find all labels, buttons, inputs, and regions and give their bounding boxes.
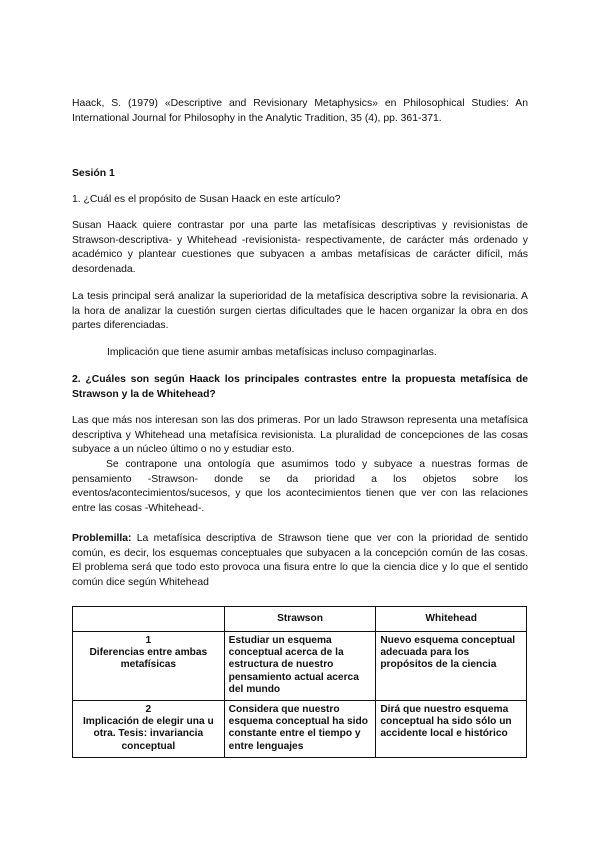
row-1-number: 1 <box>145 635 152 646</box>
table-header-empty <box>73 607 225 632</box>
table-row <box>73 701 527 758</box>
row-2-number: 2 <box>145 704 152 715</box>
question-2: 2. ¿Cuáles son según Haack los principales contrastes entre la propuesta metafísica de Strawson y la de Whitehead? <box>72 374 528 400</box>
comparison-table <box>72 606 527 758</box>
answer-1-paragraph-3: Implicación que tiene asumir ambas metafísicas incluso compaginarlas. <box>107 347 437 358</box>
row-2-whitehead: Dirá que nuestro esquema conceptual ha sido sólo un accidente local e histórico <box>376 701 527 758</box>
answer-1-paragraph-2: La tesis principal será analizar la superioridad de la metafísica descriptiva sobre la revisionaria. A la hora de analizar la cuestión surgen ciertas dificultades que le hacen organizar la obra en dos partes diferenciadas. <box>72 291 528 332</box>
question-1: 1. ¿Cuál es el propósito de Susan Haack en este artículo? <box>72 194 341 205</box>
row-2-header <box>73 701 225 758</box>
table-row <box>73 632 527 701</box>
row-1-label: Diferencias entre ambas metafísicas <box>89 647 208 671</box>
table-header-whitehead: Whitehead <box>376 607 527 632</box>
answer-1-paragraph-1: Susan Haack quiere contrastar por una parte las metafísicas descriptivas y revisionistas de Strawson-descriptiva- y Whitehead -revisionista- respectivamente, de carácter más ordenado y académico y plantear cuestiones que subyacen a ambas metafísicas de carácter difícil, más desordenada. <box>72 220 528 275</box>
answer-2-paragraph-1: Las que más nos interesan son las dos primeras. Por un lado Strawson representa una metafísica descriptiva y Whitehead una metafísica revisionista. La pluralidad de concepciones de las cosas subyace a un núcleo último o no y estudiar esto. <box>72 415 528 456</box>
row-2-strawson: Considera que nuestro esquema conceptual ha sido constante entre el tiempo y entre lenguajes <box>224 701 376 758</box>
table-header-row <box>73 607 527 632</box>
problem-text: La metafísica descriptiva de Strawson tiene que ver con la prioridad de sentido común, es decir, los esquemas conceptuales que subyacen a la concepción común de las cosas. El problema será que todo esto provoca una fisura entre lo que la ciencia dice y lo que el sentido común dice según Whitehead <box>72 533 528 588</box>
table-header-strawson: Strawson <box>224 607 376 632</box>
row-2-label: Implicación de elegir una u otra. Tesis: invariancia conceptual <box>82 716 214 752</box>
row-1-header <box>73 632 225 701</box>
session-title: Sesión 1 <box>72 168 115 179</box>
bibliographic-reference: Haack, S. (1979) «Descriptive and Revisionary Metaphysics» en Philosophical Studies: An International Journal for Philosophy in the Analytic Tradition, 35 (4), pp. 361-371. <box>72 98 528 124</box>
problem-label: Problemilla: <box>72 533 132 544</box>
row-1-strawson: Estudiar un esquema conceptual acerca de la estructura de nuestro pensamiento actual acerca del mundo <box>224 632 376 701</box>
problem-paragraph <box>72 532 528 590</box>
answer-2-paragraph-2: Se contrapone una ontología que asumimos todo y subyace a nuestras formas de pensamiento -Strawson- donde se da prioridad a los objetos sobre los eventos/acontecimientos/sucesos, y que los acontecimientos tienen que ver con las relaciones entre las cosas -Whitehead-. <box>72 459 528 514</box>
row-1-whitehead: Nuevo esquema conceptual adecuada para los propósitos de la ciencia <box>376 632 527 701</box>
